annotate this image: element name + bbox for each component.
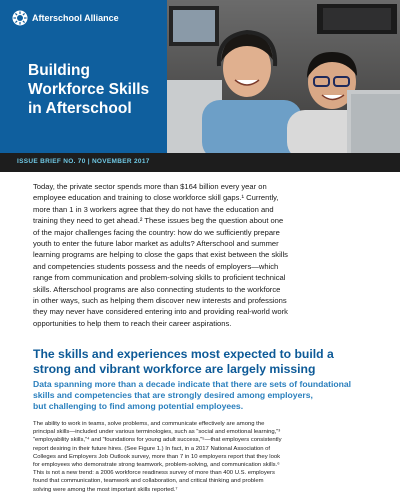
- issue-bar: [0, 153, 400, 172]
- text-line: in other ways, such as helping them discover new interests and professions: [33, 296, 287, 306]
- subheading-line: Data spanning more than a decade indicate that there are sets of foundational: [33, 379, 352, 389]
- text-line: they may never have considered entering into and providing real-world work: [33, 307, 288, 317]
- title-line: Building: [28, 62, 90, 79]
- heading-line: strong and vibrant workforce are largely missing: [33, 362, 316, 376]
- text-line: Today, the private sector spends more than $164 billion every year on: [33, 182, 267, 191]
- text-line: training they need to get ahead.² These issues beg the question about one: [33, 216, 284, 226]
- text-line: youth to enter the future labor market as adults? Afterschool and summer: [33, 239, 279, 249]
- text-line: of the major challenges facing the country: how do we sufficiently prepare: [33, 227, 280, 237]
- logo: [12, 10, 119, 26]
- text-line: This is not a new trend: a 2006 workforce readiness survey of more than 400 U.S. employers: [33, 470, 275, 477]
- text-line: opportunities to help them to reach their career aspirations.: [33, 318, 232, 328]
- issue-label: ISSUE BRIEF NO. 70 | NOVEMBER 2017: [17, 158, 150, 165]
- cover-hero: [0, 0, 400, 172]
- sun-logo-icon: [12, 10, 28, 26]
- intro-paragraph: [33, 181, 375, 329]
- subheading-line: skills and competencies that are strongly desired among employers,: [33, 390, 313, 400]
- text-line: more than 1 in 3 workers agree that they do not have the education and: [33, 204, 274, 214]
- text-line: employee education and training to close workforce skill gaps.¹ Currently,: [33, 193, 279, 203]
- heading-line: The skills and experiences most expected to build a: [33, 347, 334, 361]
- title-line: Workforce Skills: [28, 81, 150, 98]
- section-subheading: [33, 379, 373, 412]
- text-line: and competencies students possess and the needs of employers—which: [33, 261, 279, 271]
- text-line: The ability to work in teams, solve problems, and communicate effectively are among the: [33, 421, 265, 427]
- text-line: skills. Afterschool programs are also connecting students to the workforce: [33, 284, 281, 294]
- text-line: learning programs are helping to close the gaps that exist between the skills: [33, 250, 288, 260]
- text-line: solving were among the most important skills reported.⁷: [33, 486, 178, 493]
- text-line: “employability skills,”⁴ and “foundations for young adult success,”⁵—that employers consistently: [33, 437, 282, 444]
- text-line: range from communication and problem-solving skills to proficient technical: [33, 273, 286, 283]
- logo-text: Afterschool Alliance: [32, 13, 119, 23]
- text-line: found that communication, teamwork and collaboration, and critical thinking and problem: [33, 478, 264, 485]
- page-title: [28, 61, 163, 118]
- subheading-line: but challenging to find among potential employees.: [33, 401, 244, 411]
- section-body: [33, 420, 375, 494]
- text-line: principal skills—included under various terminologies, such as “social and emotional learning,”³: [33, 429, 281, 436]
- text-line: Colleges and Employers Job Outlook survey, more than 7 in 10 employers report that they look: [33, 453, 281, 460]
- text-line: for employees who demonstrate strong teamwork, problem-solving, and communication skills.⁶: [33, 462, 280, 469]
- students-at-computers-photo: [167, 0, 400, 153]
- title-panel: [0, 0, 167, 172]
- text-line: report desiring in their future hires. (See Figure 1.) In fact, in a 2017 National Association of: [33, 445, 271, 452]
- title-line: in Afterschool: [28, 100, 132, 117]
- section-heading: [33, 347, 373, 377]
